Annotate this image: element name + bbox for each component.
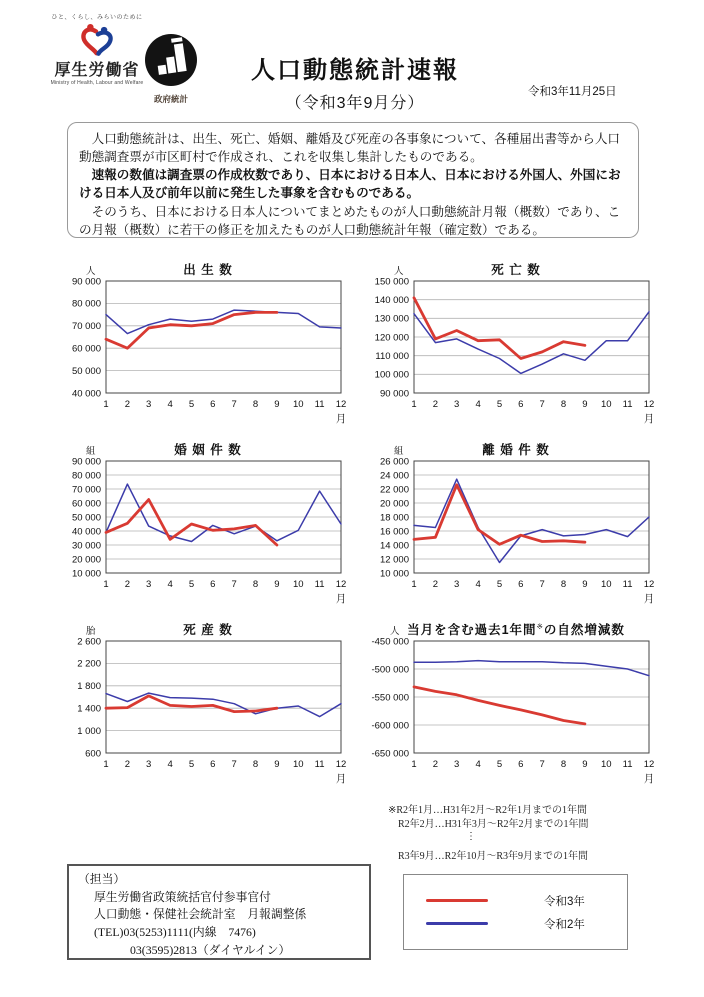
svg-text:22 000: 22 000 — [379, 484, 409, 496]
legend-label-r3: 令和3年 — [544, 895, 585, 908]
svg-text:4: 4 — [167, 579, 173, 590]
legend-label-r2: 令和2年 — [544, 918, 585, 931]
chart-natural-change-title: 当月を含む過去1年間※の自然増減数 — [407, 621, 625, 637]
svg-text:150 000: 150 000 — [374, 276, 409, 288]
svg-text:1: 1 — [411, 579, 417, 590]
svg-text:-450 000: -450 000 — [371, 636, 409, 648]
svg-text:7: 7 — [539, 399, 545, 410]
svg-text:16 000: 16 000 — [379, 526, 409, 538]
svg-text:50 000: 50 000 — [71, 512, 101, 524]
svg-text:600: 600 — [85, 748, 101, 760]
svg-text:90 000: 90 000 — [71, 456, 101, 468]
svg-text:4: 4 — [475, 579, 481, 590]
mhlw-logo-block — [42, 12, 152, 86]
footnote-ellipsis: ⋮ — [466, 831, 476, 843]
svg-text:6: 6 — [210, 759, 216, 770]
svg-text:5: 5 — [188, 399, 195, 410]
mhlw-name-en: Ministry of Health, Labour and Welfare — [50, 79, 144, 86]
chart-marriages-plot — [58, 455, 358, 612]
svg-text:月: 月 — [643, 413, 655, 425]
footnotes — [388, 804, 688, 865]
svg-text:11: 11 — [622, 759, 633, 770]
chart-stillbirths-unit: 胎 — [86, 626, 96, 637]
chart-marriages — [58, 440, 358, 608]
chart-natural-change — [366, 620, 666, 788]
svg-text:1: 1 — [411, 399, 417, 410]
svg-text:1: 1 — [103, 579, 109, 590]
contact-line: 03(3595)2813（ダイヤルイン） — [130, 942, 291, 957]
svg-text:1 000: 1 000 — [77, 725, 101, 737]
svg-text:6: 6 — [210, 579, 216, 590]
svg-text:1 800: 1 800 — [77, 681, 101, 693]
svg-text:130 000: 130 000 — [374, 313, 409, 325]
svg-text:9: 9 — [582, 759, 588, 770]
svg-text:7: 7 — [231, 399, 237, 410]
svg-text:6: 6 — [210, 399, 216, 410]
svg-text:9: 9 — [274, 579, 280, 590]
svg-text:月: 月 — [335, 413, 347, 425]
svg-text:月: 月 — [643, 593, 655, 605]
svg-text:9: 9 — [582, 579, 588, 590]
chart-births — [58, 260, 358, 428]
svg-text:10: 10 — [601, 579, 612, 590]
svg-text:8: 8 — [560, 579, 567, 590]
svg-text:26 000: 26 000 — [379, 456, 409, 468]
svg-text:20 000: 20 000 — [71, 554, 101, 566]
document-date: 令和3年11月25日 — [528, 86, 617, 98]
chart-stillbirths-title: 死 産 数 — [183, 623, 233, 637]
legend-box — [403, 874, 628, 950]
svg-text:3: 3 — [454, 399, 460, 410]
svg-text:8: 8 — [252, 759, 259, 770]
svg-text:8: 8 — [252, 399, 259, 410]
gov-stat-icon — [144, 33, 198, 87]
svg-text:12: 12 — [335, 759, 347, 770]
chart-divorces — [366, 440, 666, 608]
svg-text:60 000: 60 000 — [71, 343, 101, 355]
svg-text:-500 000: -500 000 — [371, 664, 409, 676]
svg-text:10: 10 — [293, 579, 304, 590]
page-subtitle: （令和3年9月分） — [285, 95, 425, 112]
intro-box — [67, 122, 639, 238]
chart-marriages-unit: 組 — [86, 446, 96, 457]
svg-text:4: 4 — [475, 759, 481, 770]
svg-text:3: 3 — [146, 759, 152, 770]
svg-text:10: 10 — [601, 399, 612, 410]
svg-text:3: 3 — [146, 579, 152, 590]
svg-text:10 000: 10 000 — [71, 568, 101, 580]
svg-text:3: 3 — [454, 579, 460, 590]
gov-stat-label: 政府統計 — [153, 94, 188, 104]
svg-text:10: 10 — [601, 759, 612, 770]
legend-row-r3 — [426, 893, 627, 909]
svg-text:10: 10 — [293, 759, 304, 770]
chart-births-title: 出 生 数 — [183, 263, 233, 277]
svg-text:6: 6 — [518, 579, 524, 590]
svg-text:80 000: 80 000 — [71, 470, 101, 482]
svg-text:9: 9 — [274, 399, 280, 410]
svg-text:90 000: 90 000 — [71, 276, 101, 288]
svg-text:10 000: 10 000 — [379, 568, 409, 580]
svg-text:10: 10 — [293, 399, 304, 410]
svg-text:12: 12 — [335, 399, 347, 410]
svg-text:70 000: 70 000 — [71, 321, 101, 333]
title-block — [195, 50, 515, 113]
svg-text:2 200: 2 200 — [77, 658, 101, 670]
svg-text:5: 5 — [496, 759, 503, 770]
intro-paragraph-1: 人口動態統計は、出生、死亡、婚姻、離婚及び死産の各事象について、各種届出書等から人口動態調査票が市区町村で作成され、これを収集し集計したものである。 — [79, 132, 621, 165]
svg-text:18 000: 18 000 — [379, 512, 409, 524]
svg-text:11: 11 — [622, 579, 633, 590]
footnote-line: R3年9月…R2年10月～R3年9月までの1年間 — [398, 851, 589, 863]
svg-text:5: 5 — [496, 579, 503, 590]
contact-box — [67, 864, 371, 960]
svg-text:9: 9 — [582, 399, 588, 410]
svg-text:7: 7 — [539, 759, 545, 770]
svg-text:8: 8 — [560, 399, 567, 410]
svg-text:-600 000: -600 000 — [371, 720, 409, 732]
svg-text:40 000: 40 000 — [71, 526, 101, 538]
svg-text:9: 9 — [274, 759, 280, 770]
contact-heading: （担当） — [78, 872, 126, 886]
svg-text:24 000: 24 000 — [379, 470, 409, 482]
svg-text:2 600: 2 600 — [77, 636, 101, 648]
svg-text:月: 月 — [335, 773, 347, 785]
svg-text:月: 月 — [643, 773, 655, 785]
svg-text:2: 2 — [124, 579, 131, 590]
chart-births-plot — [58, 275, 358, 432]
svg-text:2: 2 — [432, 399, 439, 410]
chart-marriages-title: 婚 姻 件 数 — [174, 443, 242, 457]
intro-paragraph-2: 速報の数値は調査票の作成枚数であり、日本における日本人、日本における外国人、外国における日本人及び前年以前に発生した事象を含むものである。 — [79, 168, 621, 201]
chart-deaths-unit: 人 — [394, 266, 404, 277]
chart-stillbirths-plot — [58, 635, 358, 792]
svg-text:12 000: 12 000 — [379, 554, 409, 566]
chart-natural-change-plot — [366, 635, 666, 792]
svg-text:11: 11 — [314, 579, 325, 590]
svg-text:80 000: 80 000 — [71, 298, 101, 310]
svg-text:60 000: 60 000 — [71, 498, 101, 510]
svg-text:7: 7 — [231, 759, 237, 770]
svg-text:2: 2 — [432, 579, 439, 590]
svg-text:90 000: 90 000 — [379, 388, 409, 400]
svg-text:6: 6 — [518, 399, 524, 410]
footnote-line: R2年2月…H31年3月～R2年2月までの1年間 — [398, 819, 589, 831]
svg-text:14 000: 14 000 — [379, 540, 409, 552]
svg-text:12: 12 — [335, 579, 347, 590]
svg-text:5: 5 — [188, 759, 195, 770]
svg-text:3: 3 — [146, 399, 152, 410]
svg-text:7: 7 — [539, 579, 545, 590]
svg-text:100 000: 100 000 — [374, 369, 409, 381]
legend-line-r2 — [426, 922, 488, 925]
svg-text:1: 1 — [103, 399, 109, 410]
chart-divorces-unit: 組 — [394, 446, 404, 457]
chart-natural-change-unit: 人 — [390, 626, 400, 637]
svg-text:8: 8 — [252, 579, 259, 590]
svg-text:4: 4 — [475, 399, 481, 410]
svg-text:5: 5 — [188, 579, 195, 590]
svg-text:月: 月 — [335, 593, 347, 605]
svg-text:12: 12 — [643, 579, 655, 590]
svg-text:2: 2 — [432, 759, 439, 770]
mhlw-tagline: ひと、くらし、みらいのために — [51, 15, 143, 21]
svg-text:5: 5 — [496, 399, 503, 410]
chart-divorces-title: 離 婚 件 数 — [482, 443, 550, 457]
contact-line: (TEL)03(5253)1111(内線 7476) — [94, 925, 256, 940]
svg-text:8: 8 — [560, 759, 567, 770]
svg-text:11: 11 — [622, 399, 633, 410]
svg-text:30 000: 30 000 — [71, 540, 101, 552]
svg-text:40 000: 40 000 — [71, 388, 101, 400]
svg-text:2: 2 — [124, 399, 131, 410]
svg-text:6: 6 — [518, 759, 524, 770]
chart-stillbirths — [58, 620, 358, 788]
footnote-line: ※R2年1月…H31年2月～R2年1月までの1年間 — [388, 805, 587, 816]
svg-text:140 000: 140 000 — [374, 295, 409, 306]
svg-text:12: 12 — [643, 399, 655, 410]
chart-deaths-plot — [366, 275, 666, 432]
svg-text:4: 4 — [167, 399, 173, 410]
svg-text:-650 000: -650 000 — [371, 748, 409, 760]
svg-text:4: 4 — [167, 759, 173, 770]
svg-text:11: 11 — [314, 399, 325, 410]
svg-text:120 000: 120 000 — [374, 332, 409, 344]
svg-text:12: 12 — [643, 759, 655, 770]
svg-text:2: 2 — [124, 759, 131, 770]
svg-text:110 000: 110 000 — [375, 351, 409, 362]
svg-text:1 400: 1 400 — [77, 703, 101, 715]
svg-text:50 000: 50 000 — [71, 365, 101, 377]
svg-text:3: 3 — [454, 759, 460, 770]
contact-line: 人口動態・保健社会統計室 月報調整係 — [94, 907, 307, 922]
page-title: 人口動態統計速報 — [251, 57, 459, 84]
intro-paragraph-3: そのうち、日本における日本人についてまとめたものが人口動態統計月報（概数）であり、この月報（概数）に若干の修正を加えたものが人口動態統計年報（確定数）である。 — [79, 204, 621, 237]
legend-row-r2 — [426, 916, 627, 932]
gov-stat-logo-block — [142, 33, 200, 105]
chart-deaths-title: 死 亡 数 — [491, 263, 541, 277]
chart-deaths — [366, 260, 666, 428]
mhlw-name: 厚生労働省 — [54, 62, 140, 79]
svg-text:1: 1 — [103, 759, 109, 770]
svg-text:20 000: 20 000 — [379, 498, 409, 510]
chart-divorces-plot — [366, 455, 666, 612]
svg-text:11: 11 — [314, 759, 325, 770]
svg-text:70 000: 70 000 — [71, 484, 101, 496]
contact-line: 厚生労働省政策統括官付参事官付 — [94, 889, 271, 904]
svg-text:-550 000: -550 000 — [371, 692, 409, 704]
chart-births-unit: 人 — [86, 266, 96, 277]
svg-text:1: 1 — [411, 759, 417, 770]
svg-text:7: 7 — [231, 579, 237, 590]
mhlw-emblem-icon — [42, 22, 152, 63]
legend-line-r3 — [426, 899, 488, 903]
